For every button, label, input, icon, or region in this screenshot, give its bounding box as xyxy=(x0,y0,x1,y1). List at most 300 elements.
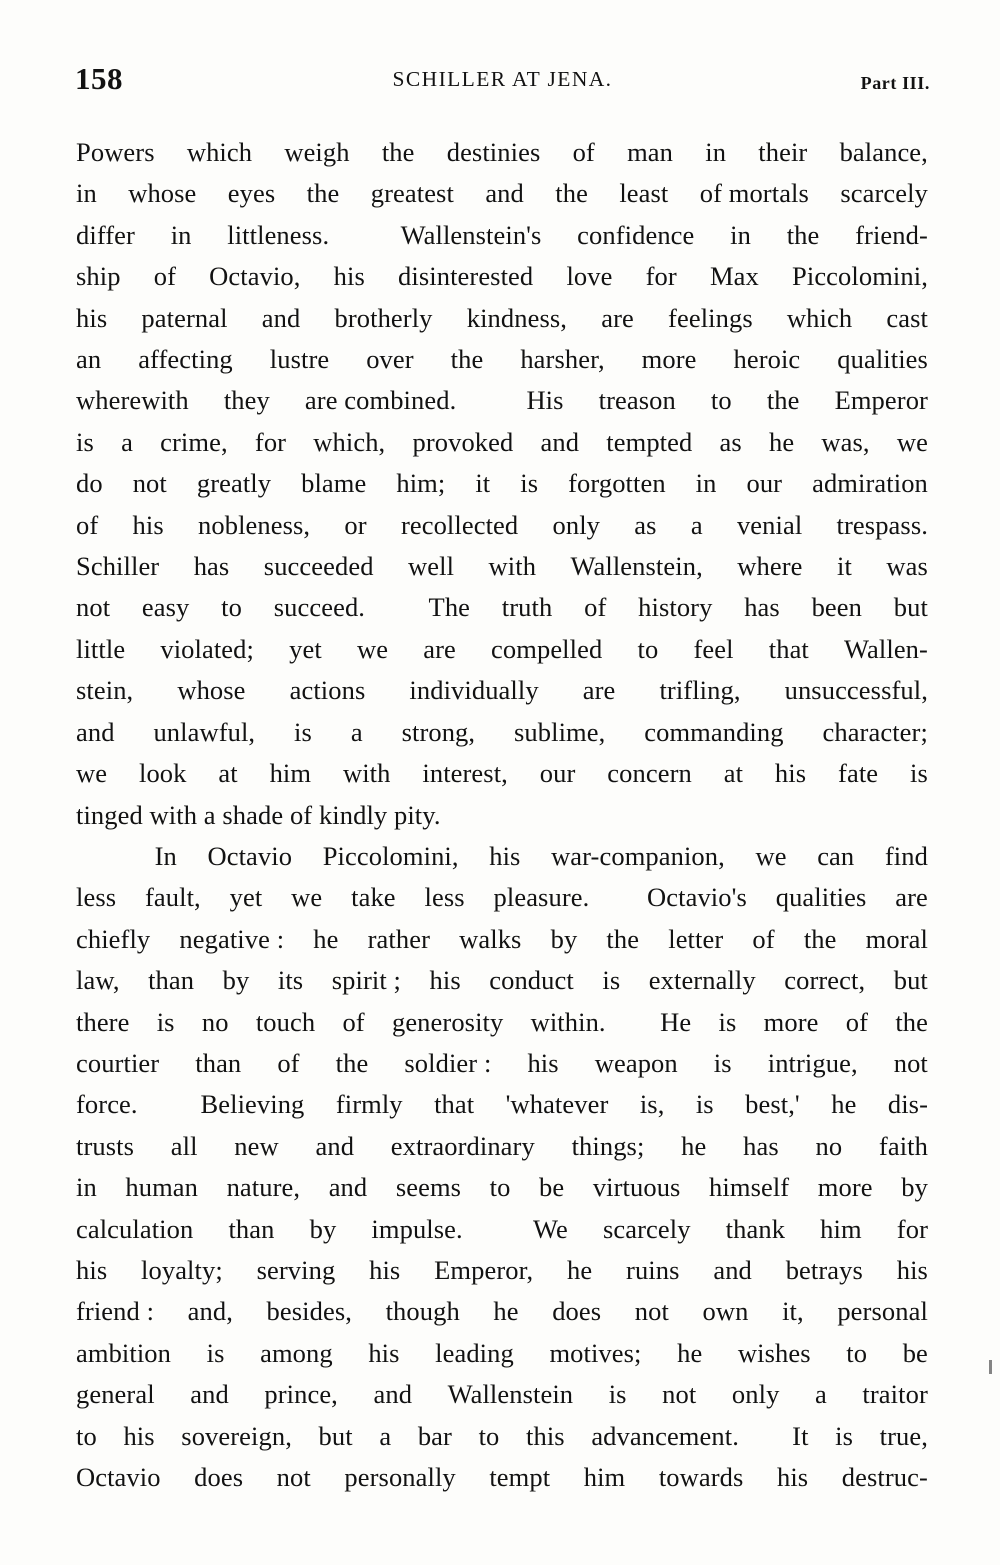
word: actions xyxy=(289,675,366,706)
word: generosity xyxy=(391,1006,504,1037)
word: loyalty; xyxy=(141,1254,223,1285)
word: The xyxy=(428,592,471,623)
word: to xyxy=(710,385,732,416)
text-line xyxy=(76,919,928,960)
word: is xyxy=(294,716,312,747)
word: that xyxy=(768,633,809,664)
text-line xyxy=(76,1416,928,1457)
word: fate xyxy=(838,758,879,789)
word: Wallen- xyxy=(844,633,928,664)
word: his xyxy=(429,965,461,996)
word: man xyxy=(627,137,674,167)
word: his xyxy=(333,261,365,292)
word: Wallenstein's xyxy=(400,219,542,250)
word: ship xyxy=(76,261,121,292)
word: to xyxy=(221,592,242,623)
word: by xyxy=(309,1213,337,1244)
word: We xyxy=(532,1213,568,1244)
word: differ xyxy=(76,219,135,250)
word: is xyxy=(695,1089,714,1120)
word: is xyxy=(156,1006,175,1037)
word: new xyxy=(234,1130,279,1161)
word: has xyxy=(744,592,780,623)
word: correct, xyxy=(784,965,866,996)
word: forgotten xyxy=(568,468,666,499)
word: in xyxy=(730,219,751,250)
word: in xyxy=(695,468,717,499)
word: Max xyxy=(709,261,759,292)
word: letter xyxy=(668,923,724,954)
word: Octavio, xyxy=(209,261,301,292)
word: at xyxy=(218,758,238,789)
word: his xyxy=(489,840,521,871)
word: Powers xyxy=(76,137,155,167)
word: and, xyxy=(187,1296,233,1327)
word: blame xyxy=(301,468,367,499)
text-line xyxy=(76,1374,928,1415)
word: the xyxy=(803,923,837,954)
word: succeeded xyxy=(263,551,374,582)
word: are xyxy=(423,633,456,664)
word: they xyxy=(223,385,270,416)
text-line xyxy=(76,712,928,753)
word: not xyxy=(893,1047,928,1078)
paragraph-indent xyxy=(76,836,124,877)
word: the xyxy=(306,178,340,209)
word: does xyxy=(552,1296,602,1327)
word: by xyxy=(550,923,578,954)
word: virtuous xyxy=(592,1172,681,1203)
word: firmly xyxy=(335,1089,403,1120)
word: is, xyxy=(639,1089,665,1120)
word: an xyxy=(76,344,102,375)
text-line xyxy=(76,1209,928,1250)
word: a xyxy=(690,509,703,540)
word: Emperor xyxy=(834,385,928,416)
word: advancement. xyxy=(591,1420,739,1451)
word: weapon xyxy=(594,1047,678,1078)
word: over xyxy=(366,344,414,375)
word: own xyxy=(702,1296,749,1327)
text-line xyxy=(76,629,928,670)
word: pleasure. xyxy=(493,882,590,913)
word: him xyxy=(269,758,312,789)
word: sovereign, xyxy=(181,1420,292,1451)
word: him xyxy=(820,1213,862,1244)
word: qualities xyxy=(775,882,867,913)
word: is xyxy=(910,758,928,789)
word: than xyxy=(195,1047,242,1078)
word: than xyxy=(148,965,195,996)
word: venial xyxy=(736,509,803,540)
word: in xyxy=(76,178,97,209)
word: his xyxy=(776,1462,809,1492)
word: yet xyxy=(229,882,263,913)
word: Piccolomini, xyxy=(322,840,459,871)
word: he xyxy=(313,923,339,954)
word: that xyxy=(434,1089,475,1120)
word: the xyxy=(766,385,800,416)
word: the xyxy=(786,219,820,250)
text-line xyxy=(76,339,928,380)
word: are xyxy=(582,675,616,706)
word: individually xyxy=(409,675,539,706)
word: is xyxy=(602,965,621,996)
word: to xyxy=(637,633,659,664)
word: law, xyxy=(76,965,120,996)
word: brotherly xyxy=(334,302,433,333)
word: to xyxy=(76,1420,97,1451)
word: be xyxy=(539,1172,565,1203)
word: destinies xyxy=(446,137,541,167)
word: calculation xyxy=(76,1213,194,1244)
word: though xyxy=(385,1296,460,1327)
word: well xyxy=(408,551,455,582)
text-line xyxy=(76,1084,928,1125)
word: not xyxy=(662,1379,697,1410)
word: he xyxy=(681,1130,707,1161)
word: moral xyxy=(865,923,928,954)
text-line xyxy=(76,1167,928,1208)
word: not xyxy=(132,468,167,499)
word: personal xyxy=(837,1296,928,1327)
word: faith xyxy=(878,1130,928,1161)
word: a xyxy=(814,1379,827,1410)
text-line: tinged with a shade of kindly pity. xyxy=(76,799,441,830)
word: not xyxy=(634,1296,669,1327)
word: serving xyxy=(256,1254,336,1285)
word: intrigue, xyxy=(767,1047,858,1078)
word: he xyxy=(567,1254,593,1285)
word: only xyxy=(731,1379,780,1410)
word: trusts xyxy=(76,1130,135,1161)
text-line xyxy=(76,1333,928,1374)
word: where xyxy=(737,551,803,582)
word: less xyxy=(76,882,117,913)
word: feelings xyxy=(668,302,753,333)
word: and xyxy=(261,302,301,333)
word: bar xyxy=(417,1420,452,1451)
word: Octavio's xyxy=(647,882,747,913)
word: His xyxy=(526,385,564,416)
word: his xyxy=(527,1047,559,1078)
word: kindness, xyxy=(466,302,568,333)
word: disinterested xyxy=(398,261,534,292)
word: not xyxy=(76,592,111,623)
text-line xyxy=(76,132,928,173)
word: courtier xyxy=(76,1047,160,1078)
word: and xyxy=(373,1379,413,1410)
text-line xyxy=(76,505,928,546)
word: of xyxy=(845,1006,869,1037)
page-number: 158 xyxy=(75,61,123,96)
word: admiration xyxy=(812,468,928,499)
word: within. xyxy=(530,1006,606,1037)
word: walks xyxy=(459,923,522,954)
word: is xyxy=(718,1006,737,1037)
word: nobleness, xyxy=(198,509,311,540)
word: we xyxy=(755,840,787,871)
text-line xyxy=(76,546,928,587)
word: in xyxy=(76,1172,97,1203)
word: all xyxy=(170,1130,198,1161)
word: and xyxy=(190,1379,229,1410)
word: is xyxy=(835,1420,854,1451)
word: traitor xyxy=(862,1379,928,1410)
word: Wallenstein xyxy=(447,1379,574,1410)
word: recollected xyxy=(400,509,519,540)
text-line xyxy=(76,836,928,877)
word: greatest xyxy=(370,178,454,209)
word: general xyxy=(76,1379,155,1410)
word: him xyxy=(583,1462,626,1492)
word: has xyxy=(193,551,230,582)
word: scarcely xyxy=(602,1213,691,1244)
word: least xyxy=(619,178,669,209)
word: of xyxy=(277,1047,300,1078)
word: only xyxy=(552,509,601,540)
text-line xyxy=(76,877,928,918)
word: is xyxy=(608,1379,627,1410)
word: his xyxy=(774,758,807,789)
word: war-companion, xyxy=(551,840,725,871)
word: look xyxy=(138,758,187,789)
word: is xyxy=(206,1337,225,1368)
word: his xyxy=(123,1420,155,1451)
word: its xyxy=(277,965,304,996)
word: at xyxy=(723,758,744,789)
text-line xyxy=(76,298,928,339)
word: conduct xyxy=(489,965,574,996)
word: extraordinary xyxy=(390,1130,535,1161)
word: unsuccessful, xyxy=(784,675,928,706)
word: of xyxy=(153,261,177,292)
text-line xyxy=(76,1126,928,1167)
word: of xyxy=(76,509,99,540)
word: was xyxy=(886,551,928,582)
word: motives; xyxy=(549,1337,642,1368)
text-line xyxy=(76,1002,928,1043)
word: little xyxy=(76,633,126,664)
word: things; xyxy=(571,1130,645,1161)
word: negative : xyxy=(179,923,285,954)
text-line xyxy=(76,1043,928,1084)
word: can xyxy=(817,840,855,871)
text-line xyxy=(76,587,928,628)
word: it xyxy=(836,551,852,582)
word: of xyxy=(752,923,775,954)
word: trifling, xyxy=(659,675,741,706)
text-line xyxy=(76,173,928,214)
word: Believing xyxy=(200,1089,305,1120)
word: best,' xyxy=(745,1089,800,1120)
word: betrays xyxy=(785,1254,863,1285)
text-line xyxy=(76,1291,928,1332)
word: than xyxy=(228,1213,275,1244)
word: he xyxy=(493,1296,519,1327)
word: In xyxy=(154,840,177,871)
word: Wallenstein, xyxy=(570,551,703,582)
word: prince, xyxy=(264,1379,338,1410)
word: our xyxy=(746,468,783,499)
word: whose xyxy=(177,675,246,706)
word: whose xyxy=(128,178,197,209)
word: Schiller xyxy=(76,551,160,582)
word: his xyxy=(369,1254,401,1285)
word: with xyxy=(488,551,537,582)
word: in xyxy=(705,137,727,167)
word: was, xyxy=(821,426,870,457)
word: less xyxy=(424,882,465,913)
word: It xyxy=(792,1420,809,1451)
word: it, xyxy=(782,1296,804,1327)
word: more xyxy=(817,1172,873,1203)
word: a xyxy=(121,426,133,457)
word: cast xyxy=(886,302,928,333)
running-head-title: SCHILLER AT JENA. xyxy=(392,67,613,91)
word: it xyxy=(475,468,491,499)
word: balance, xyxy=(839,137,928,167)
word: stein, xyxy=(76,675,134,706)
word: wishes xyxy=(737,1337,811,1368)
word: strong, xyxy=(401,716,476,747)
word: love xyxy=(566,261,613,292)
word: truth xyxy=(501,592,553,623)
text-line xyxy=(76,256,928,297)
word: as xyxy=(719,426,742,457)
word: violated; xyxy=(160,633,254,664)
word: to xyxy=(846,1337,868,1368)
word: among xyxy=(260,1337,333,1368)
word: heroic xyxy=(733,344,801,375)
word: tempted xyxy=(606,426,693,457)
word: force. xyxy=(76,1089,138,1120)
word: the xyxy=(450,344,484,375)
word: their xyxy=(758,137,808,167)
word: nature, xyxy=(226,1172,301,1203)
word: a xyxy=(379,1420,392,1451)
page-edge-mark xyxy=(989,1360,992,1374)
word: and xyxy=(328,1172,368,1203)
word: easy xyxy=(141,592,190,623)
word: we xyxy=(76,758,108,789)
word: provoked xyxy=(412,426,514,457)
word: is xyxy=(76,426,94,457)
word: ambition xyxy=(76,1337,172,1368)
word: unlawful, xyxy=(153,716,256,747)
word: interest, xyxy=(422,758,508,789)
word: which xyxy=(186,137,253,167)
word: which xyxy=(786,302,853,333)
word: and xyxy=(76,716,115,747)
word: fault, xyxy=(145,882,201,913)
word: but xyxy=(893,592,928,623)
word: paternal xyxy=(141,302,228,333)
word: towards xyxy=(658,1462,744,1492)
word: externally xyxy=(648,965,756,996)
word: no xyxy=(201,1006,229,1037)
word: his xyxy=(132,509,164,540)
word: qualities xyxy=(837,344,928,375)
word: Emperor, xyxy=(434,1254,534,1285)
word: dis- xyxy=(887,1089,928,1120)
word: of xyxy=(584,592,607,623)
word: the xyxy=(381,137,415,167)
word: and xyxy=(315,1130,355,1161)
word: impulse. xyxy=(371,1213,463,1244)
word: besides, xyxy=(266,1296,352,1327)
word: and xyxy=(485,178,524,209)
word: in xyxy=(170,219,192,250)
text-line xyxy=(76,463,928,504)
word: by xyxy=(901,1172,928,1203)
word: greatly xyxy=(196,468,272,499)
word: his xyxy=(896,1254,928,1285)
word: we xyxy=(356,633,389,664)
word: friend- xyxy=(855,219,928,250)
body-text xyxy=(76,132,928,1498)
word: a xyxy=(350,716,363,747)
word: the xyxy=(335,1047,369,1078)
word: destruc- xyxy=(841,1462,928,1492)
word: of xyxy=(572,137,595,167)
word: his xyxy=(76,1254,108,1285)
word: our xyxy=(539,758,576,789)
word: his xyxy=(76,302,108,333)
text-line xyxy=(76,1250,928,1291)
word: weigh xyxy=(284,137,350,167)
text-line xyxy=(76,380,928,421)
word: is xyxy=(713,1047,732,1078)
word: 'whatever xyxy=(505,1089,609,1120)
word: there xyxy=(76,1006,130,1037)
word: find xyxy=(884,840,928,871)
word: to xyxy=(489,1172,511,1203)
word: Octavio xyxy=(207,840,293,871)
word: are combined. xyxy=(304,385,457,416)
word: littleness. xyxy=(227,219,330,250)
word: compelled xyxy=(491,633,603,664)
word: by xyxy=(222,965,250,996)
word: with xyxy=(342,758,391,789)
word: wherewith xyxy=(76,385,189,416)
word: does xyxy=(194,1462,244,1492)
word: lustre xyxy=(269,344,330,375)
word: He xyxy=(660,1006,692,1037)
text-line xyxy=(76,960,928,1001)
word: thank xyxy=(725,1213,786,1244)
text-line xyxy=(76,422,928,463)
word: scarcely xyxy=(840,178,928,209)
word: he xyxy=(831,1089,857,1120)
text-line xyxy=(76,670,928,711)
page-header xyxy=(75,58,930,100)
word: more xyxy=(641,344,697,375)
word: confidence xyxy=(577,219,695,250)
word: Piccolomini, xyxy=(792,261,928,292)
word: ruins xyxy=(626,1254,680,1285)
word: for xyxy=(254,426,287,457)
word: to xyxy=(478,1420,500,1451)
word: treason xyxy=(598,385,676,416)
word: his xyxy=(368,1337,400,1368)
word: leading xyxy=(435,1337,514,1368)
word: eyes xyxy=(227,178,276,209)
word: has xyxy=(743,1130,779,1161)
word: is xyxy=(520,468,539,499)
word: and xyxy=(540,426,580,457)
word: are xyxy=(895,882,928,913)
